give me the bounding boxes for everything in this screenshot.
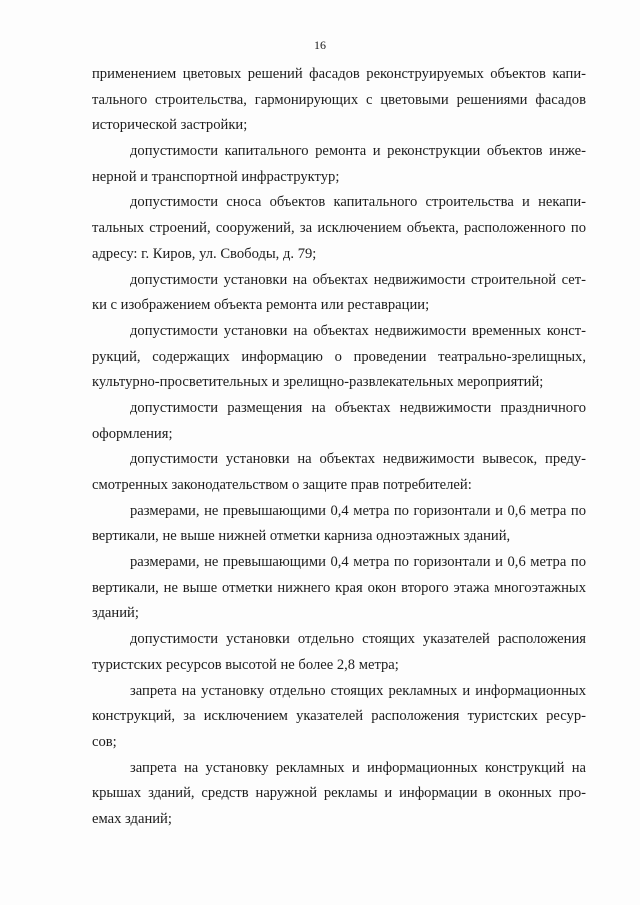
text-line: сов; [92,733,117,750]
text-line: ки с изображением объекта ремонта или реставрации; [92,297,430,314]
paragraph [92,447,586,498]
text-line: допустимости размещения на объектах недвижимости праздничного [130,399,586,416]
paragraph [92,190,586,267]
paragraph [92,268,586,319]
paragraph [92,627,586,678]
paragraph [92,396,586,447]
text-line: рукций, содержащих информацию о проведении театрально-зрелищных, [92,348,586,365]
text-line: нерной и транспортной инфраструктур; [92,168,340,185]
text-line: исторической застройки; [92,117,248,134]
text-line: запрета на установку рекламных и информационных конструкций на [130,759,586,776]
text-line: емах зданий; [92,810,172,827]
text-line: вертикали, не выше отметки нижнего края окон второго этажа многоэтажных [92,579,586,596]
text-line: размерами, не превышающими 0,4 метра по горизонтали и 0,6 метра по [130,502,586,519]
text-line: крышах зданий, средств наружной рекламы и информации в оконных про- [92,785,586,802]
text-line: тального строительства, гармонирующих с цветовыми решениями фасадов [92,91,586,108]
paragraph [92,679,586,756]
text-line: культурно-просветительных и зрелищно-развлекательных мероприятий; [92,374,544,391]
paragraph [92,550,586,627]
text-line: допустимости установки отдельно стоящих указателей расположения [130,631,586,648]
text-line: запрета на установку отдельно стоящих рекламных и информационных [130,682,586,699]
text-line: вертикали, не выше нижней отметки карниза одноэтажных зданий, [92,528,511,545]
text-line: допустимости сноса объектов капитального строительства и некапи- [130,194,586,211]
paragraph [92,62,586,139]
text-line: конструкций, за исключением указателей расположения туристских ресур- [92,708,586,725]
text-line: допустимости капитального ремонта и реконструкции объектов инже- [130,143,586,160]
text-line: зданий; [92,605,139,622]
paragraph [92,756,586,833]
document-body [92,62,586,833]
text-line: тальных строений, сооружений, за исключением объекта, расположенного по [92,220,586,237]
text-line: размерами, не превышающими 0,4 метра по горизонтали и 0,6 метра по [130,554,586,571]
text-line: допустимости установки на объектах недвижимости строительной сет- [130,271,586,288]
text-line: смотренных законодательством о защите прав потребителей: [92,477,472,493]
paragraph [92,319,586,396]
text-line: оформления; [92,425,173,442]
text-line: допустимости установки на объектах недвижимости временных конст- [130,322,586,339]
text-line: адресу: г. Киров, ул. Свободы, д. 79; [92,245,317,262]
paragraph [92,499,586,550]
text-line: применением цветовых решений фасадов реконструируемых объектов капи- [92,66,586,82]
text-line: допустимости установки на объектах недвижимости вывесок, преду- [130,451,586,468]
paragraph [92,139,586,190]
page-number: 16 [314,38,326,52]
text-line: туристских ресурсов высотой не более 2,8 метра; [92,656,399,673]
